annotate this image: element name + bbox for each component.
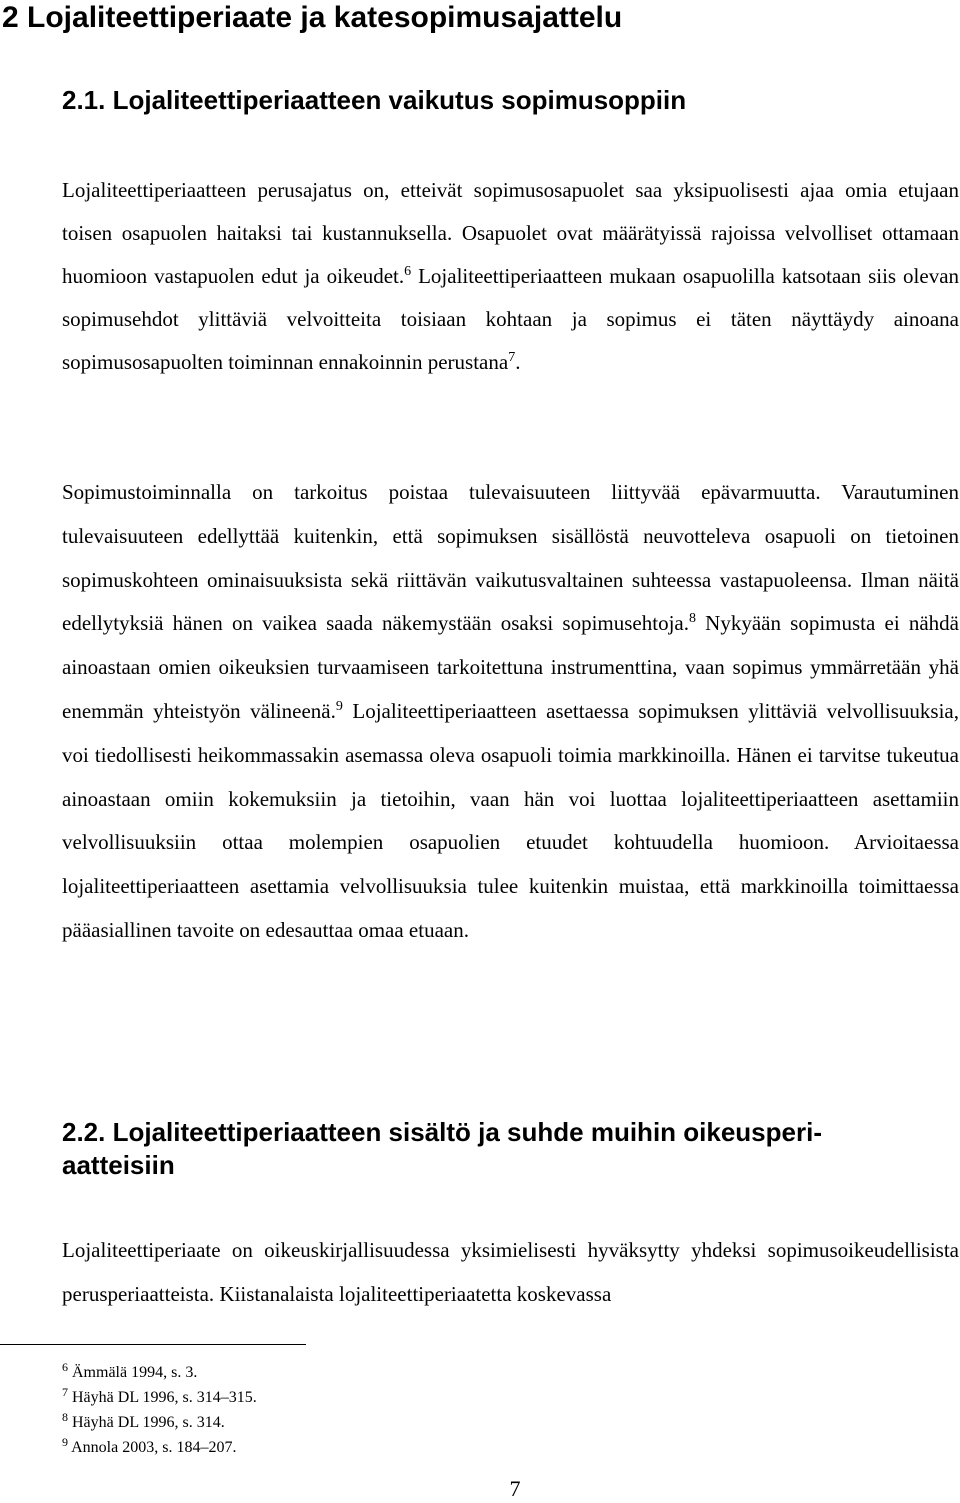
footnote-ref-6: 6 — [404, 264, 412, 280]
footnote-text: Ämmälä 1994, s. 3. — [72, 1364, 198, 1381]
footnote-text: Häyhä DL 1996, s. 314. — [72, 1414, 225, 1431]
footnote — [62, 1412, 225, 1434]
page-number: 7 — [509, 1476, 521, 1501]
chapter-heading: 2 Lojaliteettiperiaate ja katesopimusajattelu — [2, 1, 623, 34]
section-heading-line: aatteisiin — [62, 1150, 175, 1180]
footnote-text: Annola 2003, s. 184–207. — [71, 1439, 237, 1456]
footnote-number: 9 — [62, 1435, 68, 1449]
footnote-ref-7: 7 — [508, 350, 516, 366]
paragraph-loyalty-principle-basics — [62, 169, 959, 384]
section-heading-line: 2.2. Lojaliteettiperiaatteen sisältö ja suhde muihin oikeusperi- — [62, 1117, 822, 1147]
footnote-separator — [0, 1344, 306, 1345]
paragraph-text: . — [515, 350, 521, 375]
footnote-number: 6 — [62, 1360, 68, 1374]
paragraph-loyalty-principle-content: Lojaliteettiperiaate on oikeuskirjallisuudessa yksimielisesti hyväksytty yhdeksi sopimusoikeudellisista perusperiaatteista. Kiistanalaista lojaliteettiperiaatetta koskevassa — [62, 1238, 959, 1306]
footnote — [62, 1362, 197, 1384]
footnote-text: Häyhä DL 1996, s. 314–315. — [72, 1389, 257, 1406]
paragraph-text: Sopimustoiminnalla on tarkoitus poistaa tulevaisuuteen liittyvää epävarmuutta. Varautuminen tulevaisuuteen edellyttää kuitenkin, että sopimuksen sisällöstä neuvotteleva osapuoli on tietoinen sopimuskohteen ominaisuuksista sekä riittävän vaikutusvaltainen suhteessa vastapuoleensa. Ilman näitä edellytyksiä hänen on vaikea saada näkemystään osaksi sopimusehtoja. — [62, 480, 959, 636]
paragraph-contract-uncertainty — [62, 471, 959, 953]
footnote-number: 8 — [62, 1410, 68, 1424]
footnote — [62, 1437, 236, 1459]
footnote — [62, 1387, 257, 1409]
paragraph-text: Nykyään sopimusta ei nähdä ainoastaan omien oikeuksien turvaamiseen tarkoitettuna instrumenttina, vaan sopimus ymmärretään yhä enemmän yhteistyön välineenä. — [62, 611, 959, 723]
footnote-ref-8: 8 — [689, 611, 696, 627]
footnote-ref-9: 9 — [335, 698, 343, 714]
paragraph-text: Lojaliteettiperiaatteen asettaessa sopimuksen ylittäviä velvollisuuksia, voi tiedollisesti heikommassakin asemassa oleva osapuoli toimia markkinoilla. Hänen ei tarvitse tukeutua ainoastaan omiin kokemuksiin ja tietoihin, vaan hän voi luottaa lojaliteettiperiaatteen asettamiin velvollisuuksiin ottaa molempien osapuolien etuudet kohtuudella huomioon. Arvioitaessa lojaliteettiperiaatteen asettamia velvollisuuksia tulee kuitenkin muistaa, että markkinoilla toimittaessa pääasiallinen tavoite on edesauttaa omaa etuaan. — [62, 698, 959, 942]
paragraph-text: Lojaliteettiperiaatteen mukaan osapuolilla katsotaan siis olevan sopimusehdot ylittäviä velvoitteita toisiaan kohtaan ja sopimus ei täten näyttäydy ainoana sopimusosapuolten toiminnan ennakoinnin perustana — [62, 264, 960, 375]
footnote-number: 7 — [62, 1385, 68, 1399]
section-heading-2-1: 2.1. Lojaliteettiperiaatteen vaikutus sopimusoppiin — [62, 85, 687, 115]
paragraph-text: Lojaliteettiperiaatteen perusajatus on, etteivät sopimusosapuolet saa yksipuolisesti ajaa omia etujaan toisen osapuolen haitaksi tai kustannuksella. Osapuolet ovat määrätyissä rajoissa velvolliset ottamaan huomioon vastapuolen edut ja oikeudet. — [62, 178, 959, 289]
section-heading-2-2 — [62, 1116, 822, 1182]
